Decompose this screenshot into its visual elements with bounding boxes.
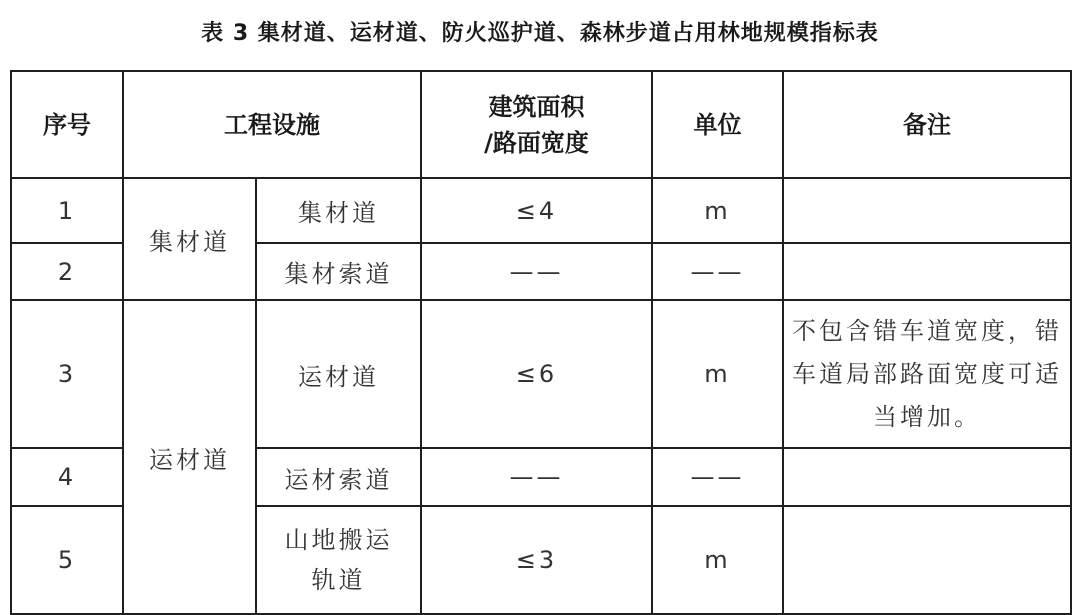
cell-facility: 集材道	[256, 178, 421, 243]
cell-unit: m	[652, 178, 783, 243]
cell-remark	[783, 506, 1071, 614]
cell-value: ——	[421, 448, 652, 506]
header-area-line2: /路面宽度	[484, 128, 589, 157]
cell-group: 运材道	[123, 300, 256, 614]
cell-seq: 4	[11, 448, 123, 506]
cell-unit: ——	[652, 243, 783, 300]
header-facility: 工程设施	[123, 71, 421, 178]
header-area-line1: 建筑面积	[488, 92, 585, 121]
cell-facility-line2: 轨道	[311, 566, 366, 594]
table-row	[11, 178, 1071, 243]
cell-unit: m	[652, 506, 783, 614]
cell-value: ≤6	[421, 300, 652, 448]
header-row	[11, 71, 1071, 178]
spec-table	[10, 70, 1072, 615]
cell-group: 集材道	[123, 178, 256, 300]
cell-seq: 5	[11, 506, 123, 614]
cell-value: ≤4	[421, 178, 652, 243]
cell-seq: 1	[11, 178, 123, 243]
cell-seq: 2	[11, 243, 123, 300]
header-unit: 单位	[652, 71, 783, 178]
table-title: 表 3 集材道、运材道、防火巡护道、森林步道占用林地规模指标表	[201, 21, 879, 46]
cell-facility	[256, 506, 421, 614]
cell-facility: 运材道	[256, 300, 421, 448]
cell-unit: m	[652, 300, 783, 448]
header-seq: 序号	[11, 71, 123, 178]
cell-remark	[783, 178, 1071, 243]
cell-facility: 集材索道	[256, 243, 421, 300]
cell-unit: ——	[652, 448, 783, 506]
cell-seq: 3	[11, 300, 123, 448]
cell-remark	[783, 448, 1071, 506]
cell-value: ——	[421, 243, 652, 300]
table-row	[11, 300, 1071, 448]
cell-remark: 不包含错车道宽度，错车道局部路面宽度可适当增加。	[783, 300, 1071, 448]
cell-value: ≤3	[421, 506, 652, 614]
header-remark: 备注	[783, 71, 1071, 178]
cell-facility: 运材索道	[256, 448, 421, 506]
cell-facility-line1: 山地搬运	[284, 526, 393, 554]
cell-remark	[783, 243, 1071, 300]
header-area	[421, 71, 652, 178]
